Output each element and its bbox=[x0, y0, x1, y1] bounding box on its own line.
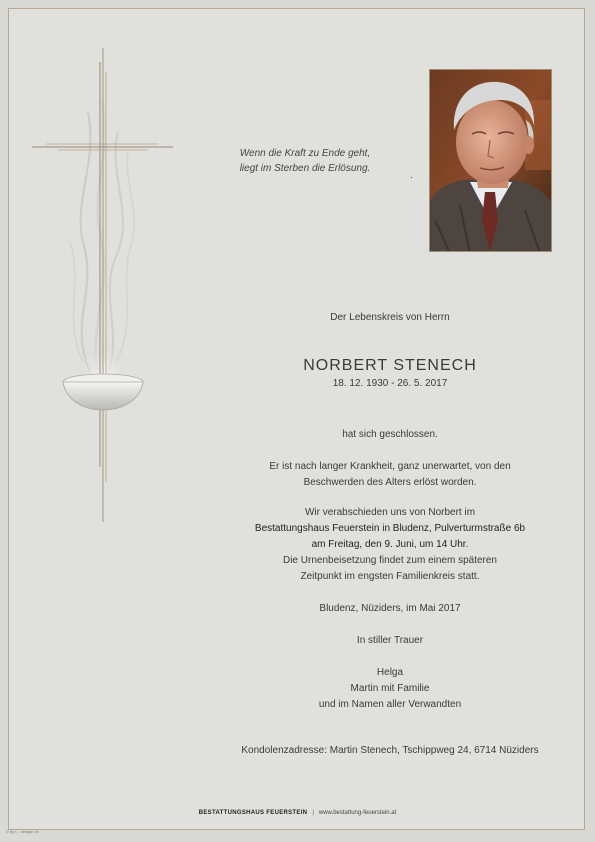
farewell-line-1: Wir verabschieden uns von Norbert im bbox=[304, 507, 476, 518]
death-text-block bbox=[225, 459, 555, 491]
mourner-3: und im Namen aller Verwandten bbox=[318, 699, 462, 710]
death-text-line-2: Beschwerden des Alters erlöst worden. bbox=[303, 477, 477, 488]
footer bbox=[0, 810, 595, 816]
name-block bbox=[225, 358, 555, 392]
farewell-line-3-end: . bbox=[465, 539, 469, 550]
deceased-name: NORBERT STENECH bbox=[303, 357, 477, 374]
quote-line-1: Wenn die Kraft zu Ende geht, bbox=[239, 148, 371, 159]
farewell-line-4: Die Urnenbeisetzung findet zum einem späteren bbox=[282, 555, 497, 566]
mourner-1: Helga bbox=[376, 667, 404, 678]
quote-line-2: liegt im Sterben die Erlösung. bbox=[239, 163, 371, 174]
closed-text: hat sich geschlossen. bbox=[342, 429, 438, 440]
mourner-2: Martin mit Familie bbox=[350, 683, 430, 694]
condolence-address: Kondolenzadresse: Martin Stenech, Tschippweg 24, 6714 Nüziders bbox=[241, 745, 539, 756]
mourning-block bbox=[225, 633, 555, 649]
death-text-line-1: Er ist nach langer Krankheit, ganz unerwartet, von den bbox=[269, 461, 511, 472]
farewell-line-5: Zeitpunkt im engsten Familienkreis statt. bbox=[300, 571, 480, 582]
intro-block bbox=[225, 310, 555, 326]
place-date-block bbox=[225, 601, 555, 617]
cross-with-bowl-and-flame-icon bbox=[28, 42, 178, 522]
closed-block bbox=[225, 427, 555, 443]
condolence-block bbox=[225, 743, 555, 759]
portrait-photo bbox=[429, 69, 552, 252]
place-date: Bludenz, Nüziders, im Mai 2017 bbox=[319, 603, 461, 614]
mourners-block bbox=[225, 665, 555, 713]
footer-brand: BESTATTUNGSHAUS FEUERSTEIN bbox=[198, 810, 308, 816]
mourning-text: In stiller Trauer bbox=[356, 635, 424, 646]
farewell-block bbox=[225, 505, 555, 585]
intro-text: Der Lebenskreis von Herrn bbox=[330, 312, 450, 323]
life-dates: 18. 12. 1930 - 26. 5. 2017 bbox=[332, 378, 448, 389]
farewell-line-3 bbox=[225, 537, 555, 553]
corner-code: © by t. - design 19 bbox=[6, 829, 39, 834]
footer-url: www.bestattung-feuerstein.at bbox=[318, 810, 397, 816]
farewell-date-time: am Freitag, den 9. Juni, um 14 Uhr bbox=[311, 539, 466, 550]
farewell-line-2: Bestattungshaus Feuerstein in Bludenz, Pulverturmstraße 6b bbox=[254, 523, 526, 534]
footer-separator: | bbox=[312, 810, 314, 816]
dot-mark: . bbox=[410, 170, 413, 181]
quote bbox=[190, 146, 420, 176]
